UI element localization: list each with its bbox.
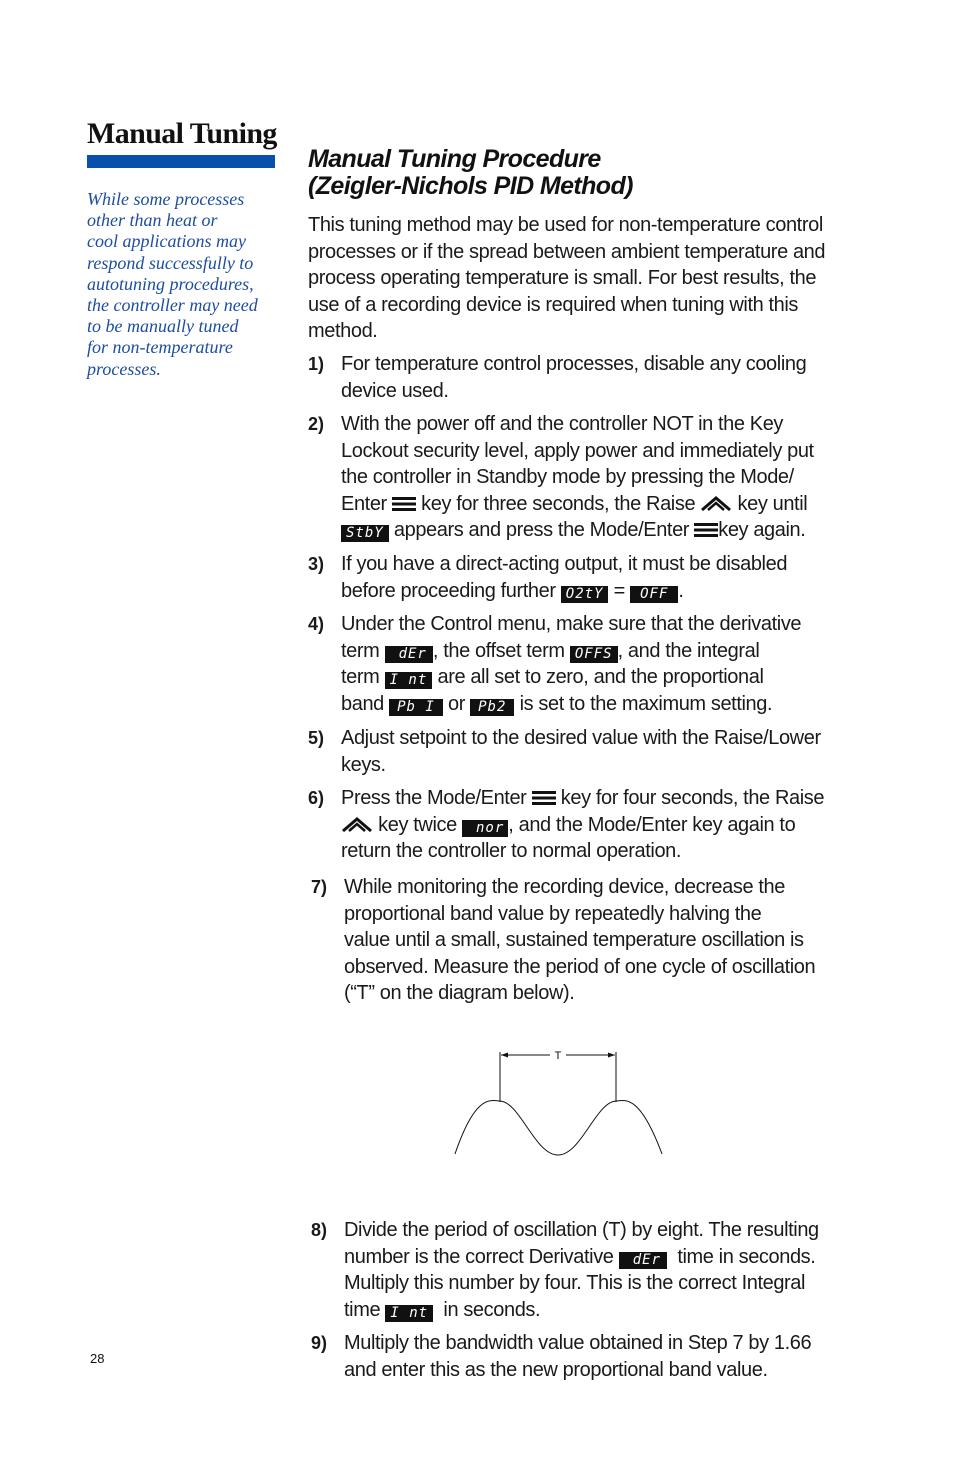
lcd-off-display: OFF bbox=[630, 586, 678, 603]
mode-enter-key-icon bbox=[532, 790, 556, 806]
step-text-fragment: , and the Mode/Enter key again to bbox=[508, 813, 796, 836]
raise-key-icon bbox=[700, 496, 732, 512]
step-line bbox=[341, 664, 851, 691]
page-number: 28 bbox=[90, 1351, 105, 1366]
step-text-fragment: time bbox=[344, 1298, 381, 1321]
step-number: 7) bbox=[311, 877, 328, 897]
step-line: and enter this as the new proportional band value. bbox=[344, 1358, 768, 1381]
arrowhead-left bbox=[501, 1053, 508, 1058]
intro-line: process operating temperature is small. For best results, the bbox=[308, 267, 817, 290]
step-text-fragment: or bbox=[447, 692, 465, 715]
step-text-fragment: , and the integral bbox=[617, 639, 760, 662]
section-title: Manual Tuning bbox=[87, 117, 277, 150]
sidebar-note-line: autotuning procedures, bbox=[87, 273, 254, 294]
step-line bbox=[341, 517, 851, 544]
lcd-integral-display: I nt bbox=[385, 1305, 433, 1322]
step-text-fragment: , the offset term bbox=[432, 639, 565, 662]
step-text-fragment: key for three seconds, the Raise bbox=[421, 492, 696, 515]
step-line: observed. Measure the period of one cycle of oscillation bbox=[344, 955, 816, 978]
step-text-fragment: key for four seconds, the Raise bbox=[560, 787, 825, 809]
step-text bbox=[341, 551, 851, 604]
step-text-fragment: band bbox=[341, 692, 384, 715]
step-text-fragment: term bbox=[341, 666, 380, 689]
step-line bbox=[341, 785, 851, 812]
step-text-fragment: time in seconds. bbox=[677, 1245, 816, 1268]
step-number: 2) bbox=[308, 414, 325, 434]
step-line bbox=[341, 578, 851, 605]
step-number: 8) bbox=[311, 1220, 328, 1240]
step-line: Multiply this number by four. This is the correct Integral bbox=[344, 1272, 806, 1295]
sidebar-note-line: to be manually tuned bbox=[87, 316, 239, 337]
step-line: return the controller to normal operation. bbox=[341, 840, 682, 863]
step-text-fragment: in seconds. bbox=[443, 1298, 541, 1321]
step-line bbox=[344, 1244, 854, 1271]
step-line: For temperature control processes, disable any cooling bbox=[341, 353, 807, 375]
step-line: Adjust setpoint to the desired value with the Raise/Lower bbox=[341, 727, 821, 749]
sidebar-note-line: the controller may need bbox=[87, 295, 258, 316]
step-number: 9) bbox=[311, 1333, 328, 1353]
title-accent-bar bbox=[87, 155, 275, 168]
step-text-fragment: Enter bbox=[341, 492, 387, 515]
step-line: keys. bbox=[341, 753, 386, 776]
intro-line: use of a recording device is required when tuning with this bbox=[308, 293, 799, 316]
intro-line: processes or if the spread between ambient temperature and bbox=[308, 240, 826, 263]
step-number: 5) bbox=[308, 728, 325, 748]
step-text bbox=[341, 725, 851, 778]
step-number: 4) bbox=[308, 614, 325, 634]
mode-enter-key-icon bbox=[694, 522, 718, 538]
step-line: (“T” on the diagram below). bbox=[344, 982, 575, 1005]
step-text-fragment: key again. bbox=[718, 519, 806, 542]
sidebar-note-line: cool applications may bbox=[87, 231, 246, 252]
procedure-title-line: Manual Tuning Procedure bbox=[308, 145, 601, 173]
step-text-fragment: . bbox=[678, 579, 684, 602]
step-text bbox=[341, 785, 851, 865]
step-line: device used. bbox=[341, 379, 449, 402]
step-line: If you have a direct-acting output, it must be disabled bbox=[341, 553, 788, 575]
step-line: With the power off and the controller NOT in the Key bbox=[341, 413, 784, 435]
step-text-fragment: appears and press the Mode/Enter bbox=[393, 519, 690, 542]
arrowhead-right bbox=[608, 1053, 615, 1058]
step-text-fragment: = bbox=[613, 579, 625, 602]
period-label: T bbox=[554, 1050, 562, 1062]
step-number: 3) bbox=[308, 554, 325, 574]
step-text-fragment: number is the correct Derivative bbox=[344, 1245, 614, 1268]
step-line bbox=[341, 812, 851, 839]
lcd-derivative-display: dEr bbox=[385, 646, 433, 663]
sidebar-note-line: other than heat or bbox=[87, 210, 218, 231]
sidebar-note-line: for non-temperature bbox=[87, 337, 233, 358]
intro-paragraph bbox=[308, 212, 848, 345]
step-line bbox=[341, 638, 851, 665]
lcd-offset-display: OFFS bbox=[570, 646, 618, 663]
step-line: Under the Control menu, make sure that the derivative bbox=[341, 613, 802, 635]
step-line: the controller in Standby mode by pressing the Mode/ bbox=[341, 466, 794, 489]
lcd-standby-display: StbY bbox=[341, 525, 389, 542]
lcd-normal-display: nor bbox=[462, 820, 508, 837]
step-text bbox=[344, 1330, 854, 1383]
lcd-prop-band-1-display: Pb I bbox=[389, 699, 443, 716]
step-text-fragment: key until bbox=[737, 492, 808, 515]
intro-line: This tuning method may be used for non-temperature control bbox=[308, 214, 823, 236]
sidebar-note-line: respond successfully to bbox=[87, 252, 254, 273]
step-number: 6) bbox=[308, 788, 325, 808]
step-number: 1) bbox=[308, 354, 325, 374]
lcd-prop-band-2-display: Pb2 bbox=[470, 699, 514, 716]
step-line: Divide the period of oscillation (T) by eight. The resulting bbox=[344, 1219, 819, 1241]
step-text-fragment: is set to the maximum setting. bbox=[519, 692, 773, 715]
sidebar-note bbox=[87, 189, 277, 380]
intro-line: method. bbox=[308, 320, 378, 343]
step-line bbox=[341, 491, 851, 518]
raise-key-icon bbox=[341, 817, 373, 833]
lcd-derivative-display: dEr bbox=[619, 1252, 667, 1269]
step-text-fragment: term bbox=[341, 639, 380, 662]
step-text bbox=[341, 351, 851, 404]
sidebar-note-line: processes. bbox=[87, 358, 161, 379]
step-line: Multiply the bandwidth value obtained in Step 7 by 1.66 bbox=[344, 1332, 812, 1354]
sidebar-note-line: While some processes bbox=[87, 189, 245, 209]
step-line: Lockout security level, apply power and immediately put bbox=[341, 439, 814, 462]
step-text bbox=[344, 1217, 854, 1323]
step-text-fragment: key twice bbox=[378, 813, 457, 836]
step-line bbox=[344, 1297, 854, 1324]
step-text-fragment: before proceeding further bbox=[341, 579, 556, 602]
step-text bbox=[341, 411, 851, 544]
step-text bbox=[341, 611, 851, 717]
step-line: While monitoring the recording device, decrease the bbox=[344, 876, 785, 898]
step-line bbox=[341, 691, 851, 718]
oscillation-waveform bbox=[455, 1100, 662, 1155]
step-text bbox=[344, 874, 854, 1007]
lcd-integral-display: I nt bbox=[385, 672, 433, 689]
mode-enter-key-icon bbox=[392, 496, 416, 512]
lcd-output2-type-display: O2tY bbox=[561, 586, 609, 603]
step-line: value until a small, sustained temperature oscillation is bbox=[344, 929, 804, 952]
procedure-title bbox=[308, 146, 633, 200]
step-text-fragment: Press the Mode/Enter bbox=[341, 787, 527, 809]
step-line: proportional band value by repeatedly halving the bbox=[344, 902, 762, 925]
procedure-title-line: (Zeigler-Nichols PID Method) bbox=[308, 172, 633, 200]
oscillation-period-diagram bbox=[440, 1040, 680, 1170]
step-text-fragment: are all set to zero, and the proportional bbox=[437, 666, 764, 689]
